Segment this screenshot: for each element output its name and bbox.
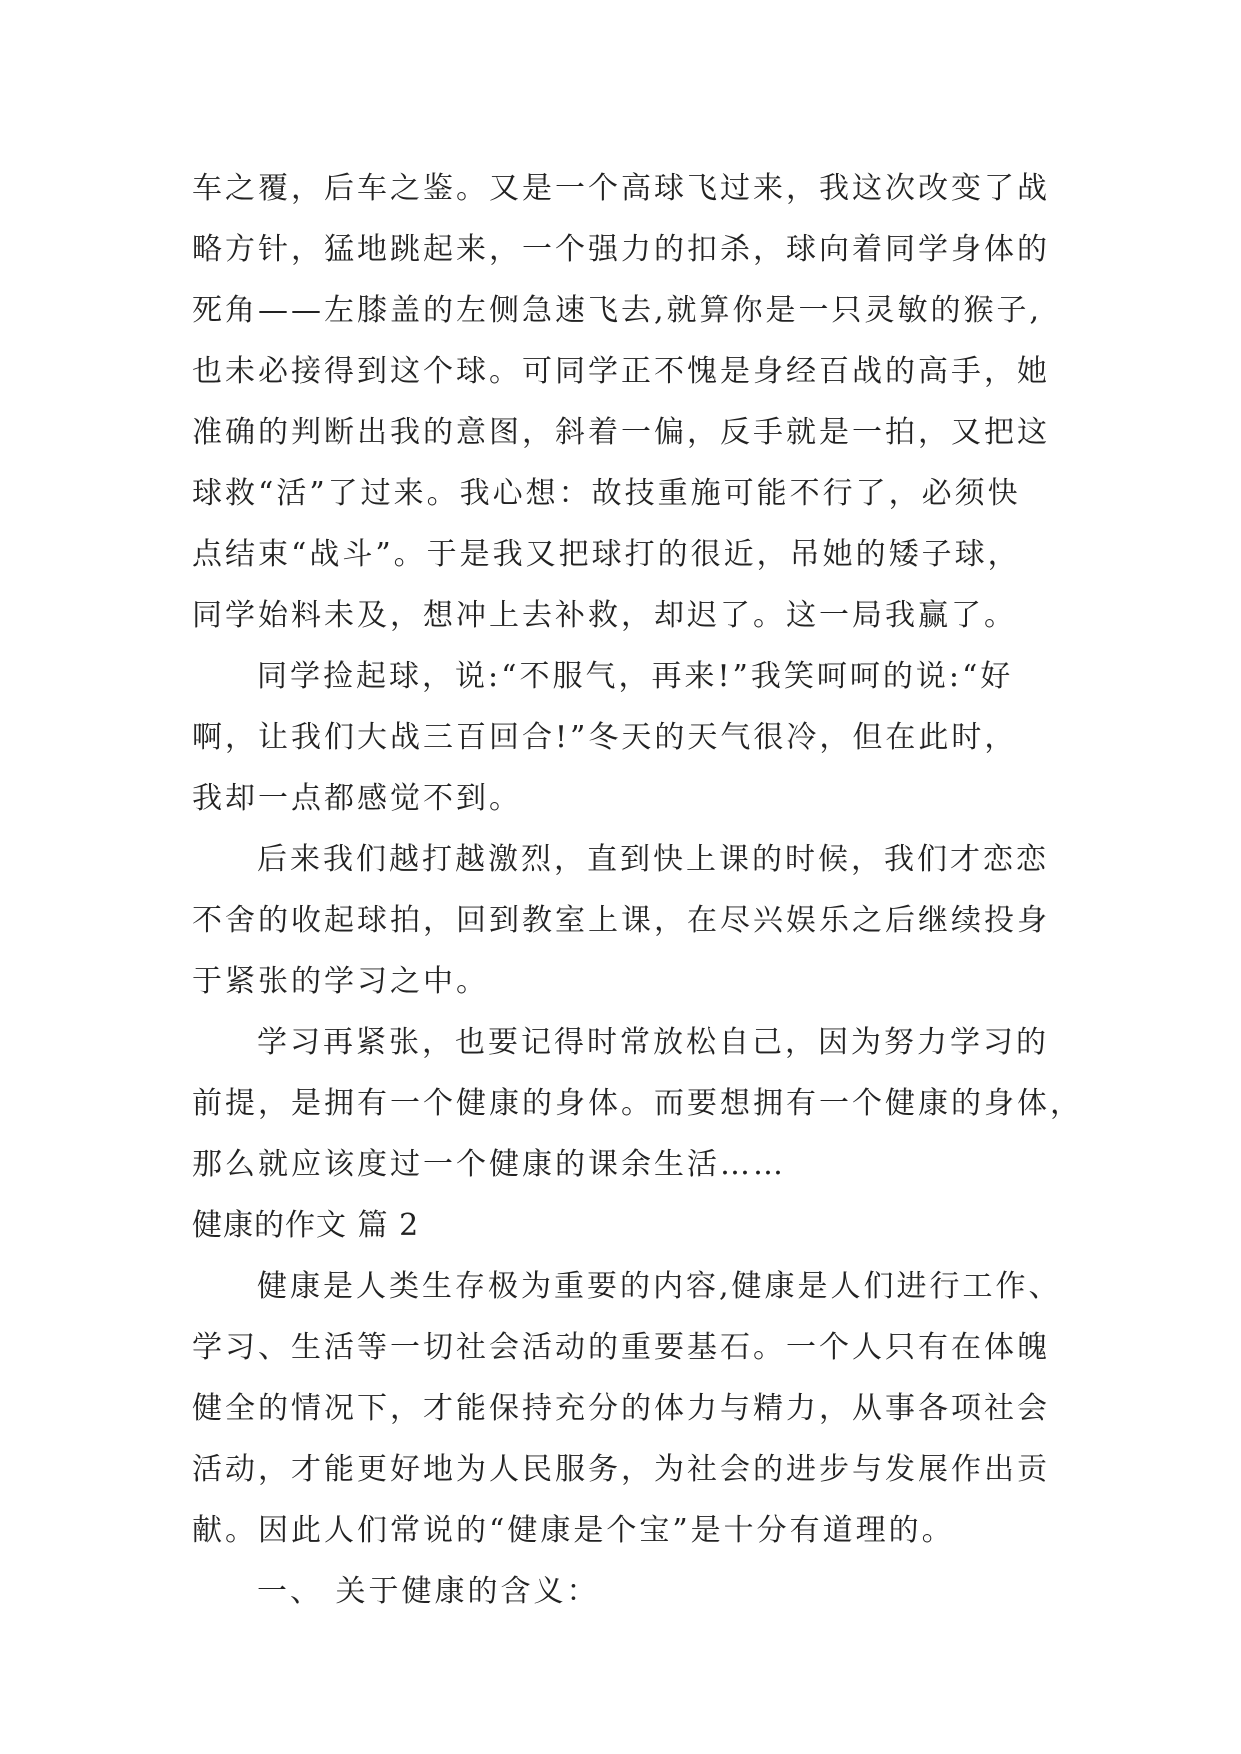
section-heading: 健康的作文 篇 2 bbox=[192, 1208, 420, 1243]
text-line: 学习、生活等一切社会活动的重要基石。一个人只有在体魄 bbox=[192, 1330, 1050, 1365]
text-line: 准确的判断出我的意图，斜着一偏，反手就是一拍，又把这 bbox=[192, 415, 1050, 450]
paragraph-start: 健康是人类生存极为重要的内容,健康是人们进行工作、 bbox=[257, 1269, 1062, 1304]
text-line: 那么就应该度过一个健康的课余生活…… bbox=[192, 1147, 786, 1182]
text-line: 点结束“战斗”。于是我又把球打的很近，吊她的矮子球， bbox=[192, 537, 1021, 572]
text-line: 略方针，猛地跳起来，一个强力的扣杀，球向着同学身体的 bbox=[192, 232, 1050, 267]
text-line: 活动，才能更好地为人民服务，为社会的进步与发展作出贡 bbox=[192, 1452, 1050, 1487]
text-line: 我却一点都感觉不到。 bbox=[192, 781, 522, 816]
text-line: 健全的情况下，才能保持充分的体力与精力，从事各项社会 bbox=[192, 1391, 1050, 1426]
subsection-heading: 一、 关于健康的含义： bbox=[257, 1574, 600, 1609]
text-line: 于紧张的学习之中。 bbox=[192, 964, 489, 999]
text-line: 车之覆，后车之鉴。又是一个高球飞过来，我这次改变了战 bbox=[192, 171, 1050, 206]
text-line: 球救“活”了过来。我心想：故技重施可能不行了，必须快 bbox=[192, 476, 1021, 511]
text-line: 同学始料未及，想冲上去补救，却迟了。这一局我赢了。 bbox=[192, 598, 1017, 633]
text-line: 啊，让我们大战三百回合!”冬天的天气很冷，但在此时， bbox=[192, 720, 1018, 755]
paragraph-start: 后来我们越打越激烈，直到快上课的时候，我们才恋恋 bbox=[257, 842, 1049, 877]
text-line: 不舍的收起球拍，回到教室上课，在尽兴娱乐之后继续投身 bbox=[192, 903, 1050, 938]
text-line: 前提，是拥有一个健康的身体。而要想拥有一个健康的身体， bbox=[192, 1086, 1083, 1121]
text-line: 献。因此人们常说的“健康是个宝”是十分有道理的。 bbox=[192, 1513, 955, 1548]
essay-text bbox=[192, 158, 1092, 1622]
paragraph-start: 学习再紧张，也要记得时常放松自己，因为努力学习的 bbox=[257, 1025, 1049, 1060]
paragraph-start: 同学捡起球，说:“不服气，再来!”我笑呵呵的说:“好 bbox=[257, 659, 1014, 694]
text-line: 也未必接得到这个球。可同学正不愧是身经百战的高手，她 bbox=[192, 354, 1050, 389]
text-line: 死角——左膝盖的左侧急速飞去,就算你是一只灵敏的猴子, bbox=[192, 293, 1043, 328]
